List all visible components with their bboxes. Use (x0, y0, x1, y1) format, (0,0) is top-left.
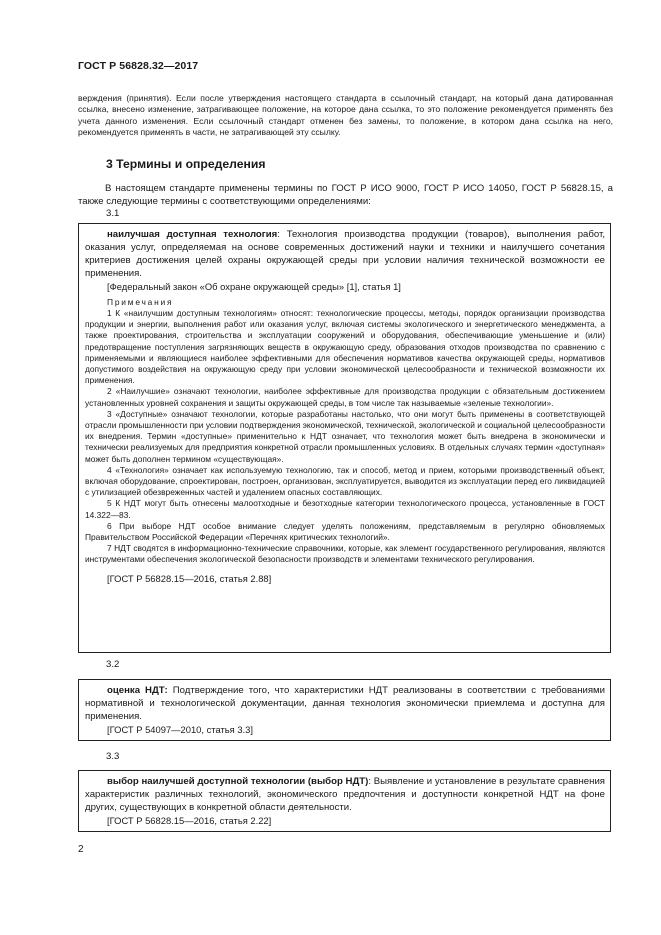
term-source: [ГОСТ Р 54097—2010, статья 3.3] (107, 724, 253, 735)
note: 4 «Технология» означает как используемую технологию, так и способ, метод и прием, которыми производственный объект, включая оборудование, спроектирован, построен, организован, эксплуатируется, выводится из эксплуатации перед его ликвидацией с утилизацией обезвреженных частей и удалением опасных составляющих. (85, 464, 605, 498)
term-name: наилучшая доступная технология (107, 229, 278, 240)
term-source: [Федеральный закон «Об охране окружающей среды» [1], статья 1] (107, 281, 401, 292)
term-box-3-2 (78, 679, 611, 741)
document-header: ГОСТ Р 56828.32—2017 (78, 60, 199, 72)
definition-text: : Выявление и установление в результате сравнения характеристик различных технологий, экономического предпочтения и доступности конкретной НДТ на фоне других, существующих в конкретной области деятельности. (85, 776, 605, 813)
section-title: 3 Термины и определения (106, 157, 266, 171)
term-source: [ГОСТ Р 56828.15—2016, статья 2.88] (107, 572, 272, 584)
term-definition (85, 228, 605, 280)
clause-number: 3.1 (106, 208, 120, 219)
note: 2 «Наилучшие» означают технологии, наиболее эффективные для производства продукции с обязательным достижением установленных уровней сохранения и защиты окружающей среды, в том числе так называемые «зеленые технологии». (85, 386, 605, 408)
note: 6 При выборе НДТ особое внимание следует уделять положениям, представляемым в регулярно обновляемых Правительством Российской Федерации «Перечнях критических технологий». (85, 520, 605, 543)
term-definition (85, 684, 605, 723)
definition-text: Подтверждение того, что характеристики НДТ реализованы в соответствии с требованиями нормативной и технологической документации, данная технология экономически приемлема и доступна для применения. (85, 685, 606, 722)
term-box-3-3 (78, 770, 611, 832)
term-name: выбор наилучшей доступной технологии (выбор НДТ) (107, 776, 369, 787)
intro-continuation (78, 93, 613, 139)
term-source: [ГОСТ Р 56828.15—2016, статья 2.22] (107, 815, 272, 826)
term-name: оценка НДТ: (107, 685, 168, 696)
page-number: 2 (78, 844, 84, 855)
paragraph: верждения (принятия). Если после утверждения настоящего стандарта в ссылочный стандарт, на который дана датированная ссылка, внесено изменение, затрагивающее положение, на которое дана ссылка, то это положение рекомендуется применять без учета данного изменения. Если ссылочный стандарт отменен без замены, то положение, в котором дана ссылка на него, рекомендуется применять в части, не затрагивающей эту ссылку. (78, 93, 613, 138)
section-intro: В настоящем стандарте применены термины по ГОСТ Р ИСО 9000, ГОСТ Р ИСО 14050, ГОСТ Р 56828.15, а также следующие термины с соответствующими определениями: (78, 183, 613, 207)
clause-number: 3.3 (106, 751, 120, 762)
definition-text: : Технология производства продукции (товаров), выполнения работ, оказания услуг, определяемая на основе современных достижений науки и техники и наилучшего сочетания критериев достижения целей охраны окружающей среды при условии наличия технической возможности ее применения. (85, 229, 605, 279)
term-box-3-1 (78, 223, 611, 653)
notes-title: Примечания (107, 297, 174, 307)
note: 5 К НДТ могут быть отнесены малоотходные и безотходные категории технологического процесса, установленные в ГОСТ 14.322—83. (85, 498, 605, 520)
note: 7 НДТ сводятся в информационно-технические справочники, которые, как элемент государственного регулирования, являются инструментами обеспечения экологической безопасности производств и элементами технического регулирования. (85, 543, 605, 565)
note: 1 К «наилучшим доступным технологиям» относят: технологические процессы, методы, порядок организации производства продукции и энергии, выполнения работ или оказания услуг, включая системы экологического и энергетического менеджмента, а также проектирования, строительства и эксплуатации сооружений и оборудования, обеспечивающие уменьшение и (или) предотвращение поступления загрязняющих веществ в окружающую среду, образования отходов производства по сравнению с применяемыми и являющиеся наиболее эффективными для обеспечения нормативов качества окружающей среды, нормативов допустимого воздействия на окружающую среду при условии экономической целесообразности и технической возможности их применения. (85, 308, 605, 386)
note: 3 «Доступные» означают технологии, которые разработаны настолько, что они могут быть применены в соответствующей отрасли промышленности при условии подтверждения экономической, технической, экологической и социальной целесообразности их внедрения. Термин «доступные» применительно к НДТ означает, что технология может быть внедрена в экономически и технически реализуемых для предприятия конкретной отрасли промышленных условиях. В отдельных случаях термин «доступная» может быть дополнен термином «существующая». (85, 408, 605, 464)
term-definition (85, 775, 605, 814)
clause-number: 3.2 (106, 659, 120, 670)
